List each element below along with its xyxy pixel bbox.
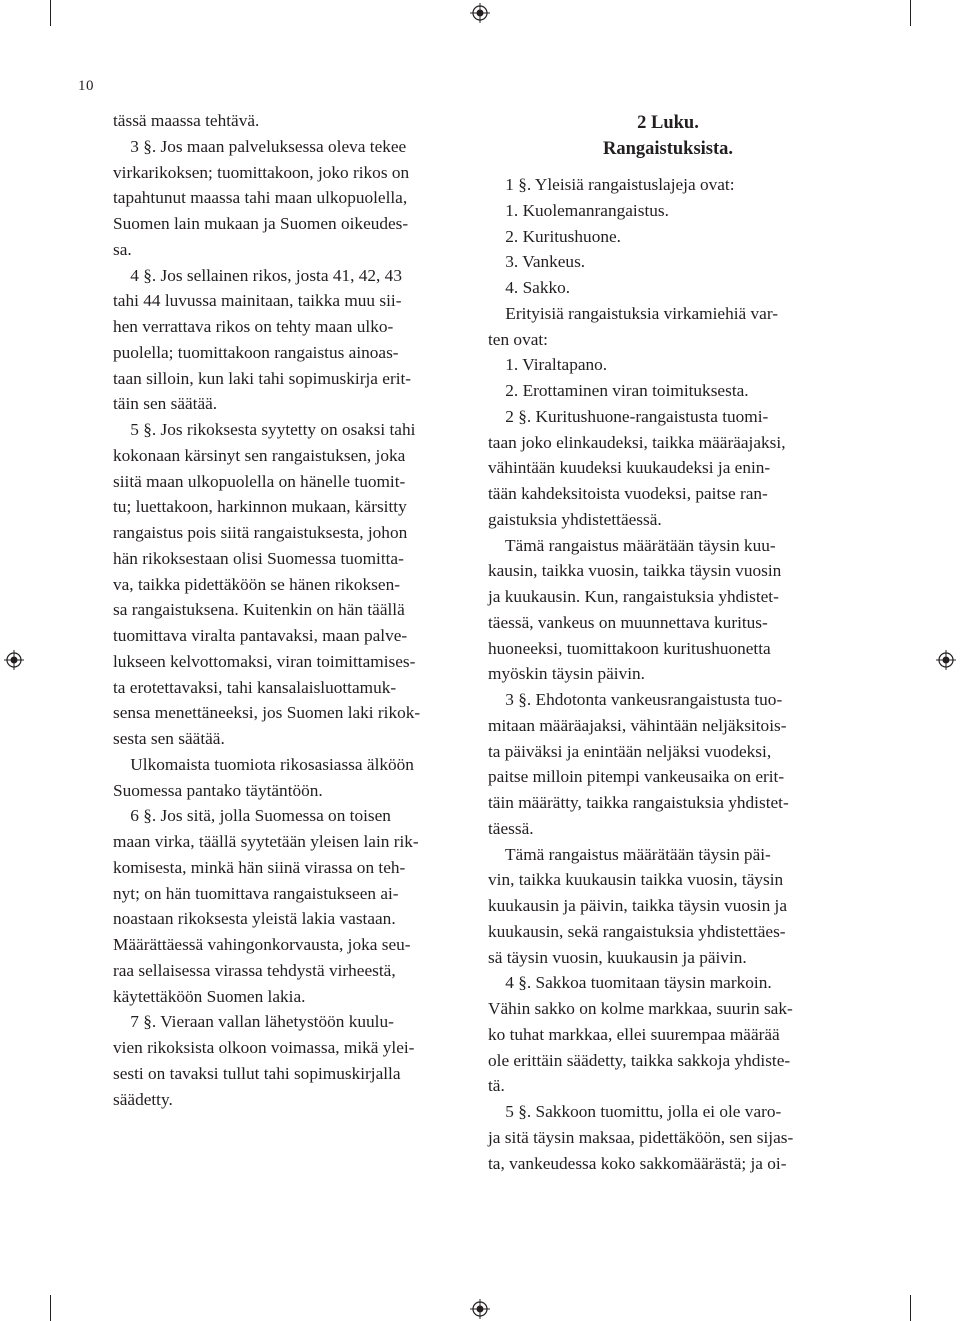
chapter-heading — [488, 110, 848, 162]
text-line: sa. — [113, 239, 132, 259]
right-text-lines — [488, 172, 848, 1176]
text-line: maan virka, täällä syytetään yleisen lain rik- — [113, 832, 419, 851]
text-line: raa sellaisessa virassa tehdystä virheestä, — [113, 960, 396, 980]
text-line: ja kuukausin. Kun, rangaistuksia yhdistet- — [488, 587, 779, 606]
text-line: paitse milloin pitempi vankeusaika on erit- — [488, 767, 785, 787]
text-line: Suomessa pantako täytäntöön. — [113, 780, 323, 800]
text-line: hän rikoksestaan olisi Suomessa tuomitta- — [113, 548, 404, 568]
text-line: täin määrätty, taikka rangaistuksia yhdistet- — [488, 793, 789, 812]
text-line: tahi 44 luvussa mainitaan, taikka muu sii- — [113, 291, 402, 311]
text-line: rangaistus pois siitä rangaistuksesta, johon — [113, 523, 408, 542]
text-line: 5 §. Jos rikoksesta syytetty on osaksi tahi — [113, 420, 416, 439]
text-line: siitä maan ulkopuolella on hänelle tuomit- — [113, 471, 406, 491]
chapter-title: Rangaistuksista. — [602, 139, 734, 159]
text-line: vähintään kuudeksi kuukaudeksi ja enin- — [488, 458, 771, 478]
crop-mark-bottom-right — [910, 1295, 911, 1321]
text-line: 5 §. Sakkoon tuomittu, jolla ei ole varo- — [488, 1102, 782, 1121]
text-line: täessä, vankeus on muunnettava kuritus- — [488, 612, 768, 632]
text-line: sä täysin vuosin, kuukausin ja päivin. — [488, 947, 747, 967]
text-line: ta, vankeudessa koko sakkomäärästä; ja oi- — [488, 1153, 787, 1173]
text-line: sensa menettäneeksi, jos Suomen laki rikok- — [113, 703, 421, 723]
text-line: kokonaan kärsinyt sen rangaistuksen, joka — [113, 445, 406, 465]
text-line: 3 §. Jos maan palveluksessa oleva tekee — [113, 136, 407, 156]
chapter-number: 2 Luku. — [637, 113, 699, 133]
text-line: Tämä rangaistus määrätään täysin päi- — [488, 844, 771, 864]
text-line: myöskin täysin päivin. — [488, 664, 645, 684]
text-line: täin sen säätää. — [113, 394, 218, 414]
text-line: käytettäköön Suomen lakia. — [113, 986, 306, 1006]
text-line: noastaan rikoksesta yleistä lakia vastaan. — [113, 909, 396, 929]
text-line: Vähin sakko on kolme markkaa, suurin sak- — [488, 999, 793, 1018]
registration-mark-bottom-icon — [470, 1299, 490, 1319]
text-line: vin, taikka kuukausin taikka vuosin, täysin — [488, 870, 784, 890]
text-line: tu; luettakoon, harkinnon mukaan, kärsitty — [113, 497, 407, 517]
crop-mark-bottom-left — [50, 1295, 51, 1321]
text-line: tapahtunut maassa tahi maan ulkopuolella, — [113, 188, 408, 208]
text-line: tään kahdeksitoista vuodeksi, paitse ran- — [488, 484, 768, 503]
text-line: lukseen kelvottomaksi, viran toimittamises- — [113, 651, 416, 671]
text-line: taan joko elinkaudeksi, taikka määräajaksi, — [488, 432, 786, 452]
text-line: vien rikoksista olkoon voimassa, mikä ylei- — [113, 1038, 415, 1057]
text-line: 2 §. Kuritushuone-rangaistusta tuomi- — [488, 406, 769, 426]
text-line: kuukausin ja päivin, taikka täysin vuosin ja — [488, 896, 788, 915]
text-line: Tämä rangaistus määrätään täysin kuu- — [488, 535, 776, 555]
text-line: sesti on tavaksi tullut tahi sopimuskirjalla — [113, 1063, 401, 1083]
text-line: ko tuhat markkaa, ellei suurempaa määrää — [488, 1024, 780, 1044]
text-line: sesta sen säätää. — [113, 729, 225, 748]
text-line: 3 §. Ehdotonta vankeusrangaistusta tuo- — [488, 690, 783, 709]
text-line: tä. — [488, 1076, 505, 1096]
text-line: taan silloin, kun laki tahi sopimuskirja erit- — [113, 368, 412, 388]
text-line: sa rangaistuksena. Kuitenkin on hän täällä — [113, 600, 405, 620]
text-line: 4 §. Sakkoa tuomitaan täysin markoin. — [488, 973, 772, 993]
text-line: Ulkomaista tuomiota rikosasiassa älköön — [113, 754, 414, 774]
crop-mark-top-right — [910, 0, 911, 26]
text-line: virkarikoksen; tuomittakoon, joko rikos on — [113, 162, 410, 182]
text-line: gaistuksia yhdistettäessä. — [488, 509, 662, 529]
text-line: säädetty. — [113, 1089, 173, 1109]
crop-mark-top-left — [50, 0, 51, 26]
text-line: 1. Viraltapano. — [488, 355, 608, 375]
text-line: komisesta, minkä hän siinä virassa on teh- — [113, 857, 406, 877]
text-line: va, taikka pidettäköön se hänen rikoksen- — [113, 574, 400, 594]
text-line: kausin, taikka vuosin, taikka täysin vuosin — [488, 561, 782, 581]
text-line: Erityisiä rangaistuksia virkamiehiä var- — [488, 303, 778, 323]
text-line: 2. Kuritushuone. — [488, 226, 621, 246]
text-line: tuomittava viralta pantavaksi, maan palve- — [113, 626, 408, 645]
text-line: kuukausin, sekä rangaistuksia yhdistettäes- — [488, 921, 786, 941]
page-number: 10 — [78, 78, 94, 94]
text-line: ta päiväksi ja enintään neljäksi vuodeksi, — [488, 741, 772, 761]
right-text-column — [488, 108, 848, 1176]
text-line: tässä maassa tehtävä. — [113, 111, 260, 130]
text-line: 1. Kuolemanrangaistus. — [488, 200, 669, 220]
registration-mark-left-icon — [4, 650, 24, 670]
registration-mark-top-icon — [470, 3, 490, 23]
text-line: hen verrattava rikos on tehty maan ulko- — [113, 317, 394, 336]
text-line: Suomen lain mukaan ja Suomen oikeudes- — [113, 214, 409, 233]
text-line: Määrättäessä vahingonkorvausta, joka seu- — [113, 935, 411, 954]
text-line: 4. Sakko. — [488, 278, 571, 297]
text-line: ole erittäin säädetty, taikka sakkoja yhdiste- — [488, 1050, 791, 1070]
text-line: 7 §. Vieraan vallan lähetystöön kuulu- — [113, 1012, 394, 1032]
text-line: huoneeksi, tuomittakoon kuritushuonetta — [488, 638, 771, 658]
text-line: nyt; on hän tuomittava rangaistukseen ai- — [113, 883, 399, 903]
text-line: 1 §. Yleisiä rangaistuslajeja ovat: — [488, 175, 735, 194]
text-line: ja sitä täysin maksaa, pidettäköön, sen sijas- — [488, 1127, 794, 1147]
text-line: 2. Erottaminen viran toimituksesta. — [488, 381, 749, 400]
registration-mark-right-icon — [936, 650, 956, 670]
text-line: 3. Vankeus. — [488, 252, 586, 272]
text-line: mitaan määräajaksi, vähintään neljäksitois- — [488, 715, 787, 735]
text-line: täessä. — [488, 818, 534, 838]
text-line: 6 §. Jos sitä, jolla Suomessa on toisen — [113, 806, 391, 826]
text-line: 4 §. Jos sellainen rikos, josta 41, 42, 43 — [113, 265, 402, 285]
left-text-column — [113, 108, 473, 1112]
text-line: puolella; tuomittakoon rangaistus ainoas- — [113, 342, 399, 362]
text-line: ten ovat: — [488, 329, 548, 349]
text-line: ta erotettavaksi, tahi kansalaisluottamuk- — [113, 677, 397, 697]
